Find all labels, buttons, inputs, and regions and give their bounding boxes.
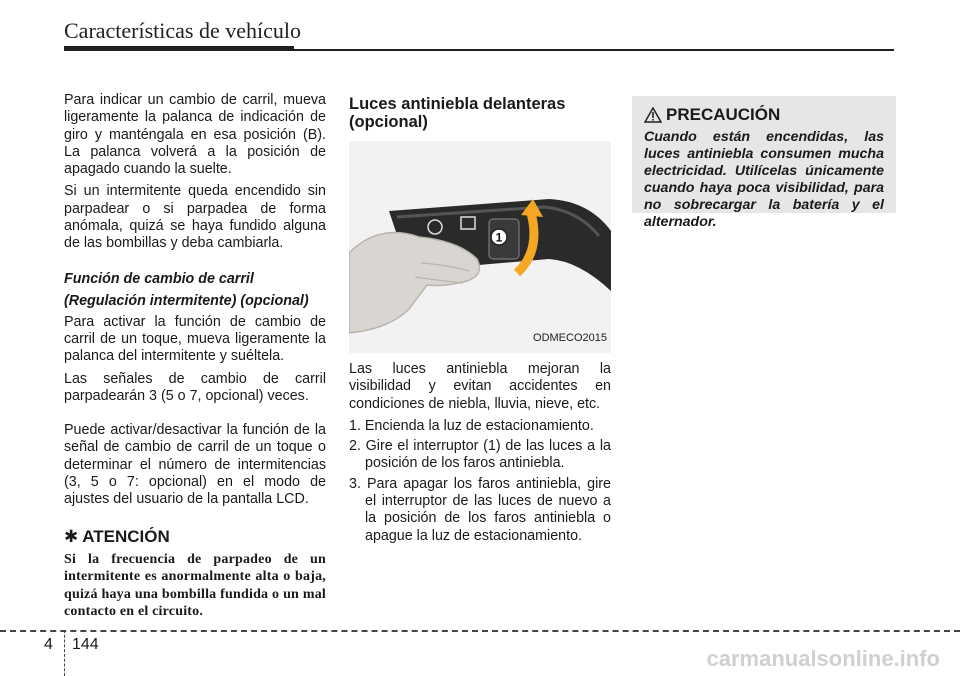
caution-body: Cuando están encendidas, las luces antiniebla consumen mucha electricidad. Utilícelas únicamente cuando haya poca visibilidad, para no sobrecargar la batería y el alternador. xyxy=(644,129,884,231)
paragraph-lane-change: Para indicar un cambio de carril, mueva ligeramente la palanca de indicación de giro y manténgala en esa posición (B). La palanca volverá a la posición de apagado cuando la suelte. xyxy=(64,92,326,178)
caution-box xyxy=(632,96,896,231)
header-rule-thin xyxy=(294,49,894,51)
paragraph-bulb-warning: Si un intermitente queda encendido sin parpadear o si parpadea de forma anómala, quizá se haya fundido alguna de las bombillas y deba cambiarla. xyxy=(64,183,326,252)
paragraph-one-touch: Para activar la función de cambio de carril de un toque, mueva ligeramente la palanca del intermitente y suéltela. xyxy=(64,313,326,365)
lever-illustration xyxy=(349,141,611,353)
footer-divider xyxy=(64,630,65,676)
list-item-step-2: 2. Gire el interruptor (1) de las luces a la posición de los faros antiniebla. xyxy=(349,438,611,472)
subheading-flash-regulation: (Regulación intermitente) (opcional) xyxy=(64,292,309,309)
watermark: carmanualsonline.info xyxy=(706,646,940,671)
fog-steps-list xyxy=(349,418,611,545)
warning-triangle-icon xyxy=(644,107,662,123)
fog-light-switch-photo xyxy=(349,141,611,353)
column-middle xyxy=(349,95,611,548)
section-header-title: Características de vehículo xyxy=(64,18,302,43)
subheading-lane-change-function: Función de cambio de carril xyxy=(64,270,254,287)
caution-heading xyxy=(644,106,884,123)
callout-1: 1 xyxy=(495,230,503,245)
atencion-body: Si la frecuencia de parpadeo de un intermitente es anormalmente alta o baja, quizá haya una bombilla fundida o un mal contacto en el circuito. xyxy=(64,551,326,620)
column-left xyxy=(64,92,326,621)
list-item-step-3: 3. Para apagar los faros antiniebla, gire el interruptor de las luces de nuevo a la posición de los faros antiniebla o apague la luz de estacionamiento. xyxy=(349,475,611,544)
atencion-title-text: ATENCIÓN xyxy=(82,526,170,546)
asterisk-note-icon: ✱ xyxy=(64,526,79,546)
fog-lights-title: Luces antiniebla delanteras (opcional) xyxy=(349,95,566,131)
header-rule-thick xyxy=(64,46,294,51)
atencion-heading xyxy=(64,528,326,545)
footer-rule xyxy=(0,630,960,632)
paragraph-flash-count: Las señales de cambio de carril parpadearán 3 (5 o 7, opcional) veces. xyxy=(64,370,326,404)
column-right xyxy=(632,96,896,231)
list-item-step-1: 1. Encienda la luz de estacionamiento. xyxy=(349,417,594,434)
chapter-number: 4 xyxy=(44,636,53,653)
page-number: 144 xyxy=(72,636,99,653)
image-code: ODMECO2015 xyxy=(533,331,607,344)
paragraph-lcd-settings: Puede activar/desactivar la función de la señal de cambio de carril de un toque o determinar el número de intermitencias (3, 5 o 7: opcional) en el modo de ajustes del usuario de la pantalla LCD. xyxy=(64,422,326,508)
paragraph-fog-intro: Las luces antiniebla mejoran la visibilidad y evitan accidentes en condiciones de niebla, lluvia, nieve, etc. xyxy=(349,361,611,412)
caution-title-text: PRECAUCIÓN xyxy=(666,105,781,124)
